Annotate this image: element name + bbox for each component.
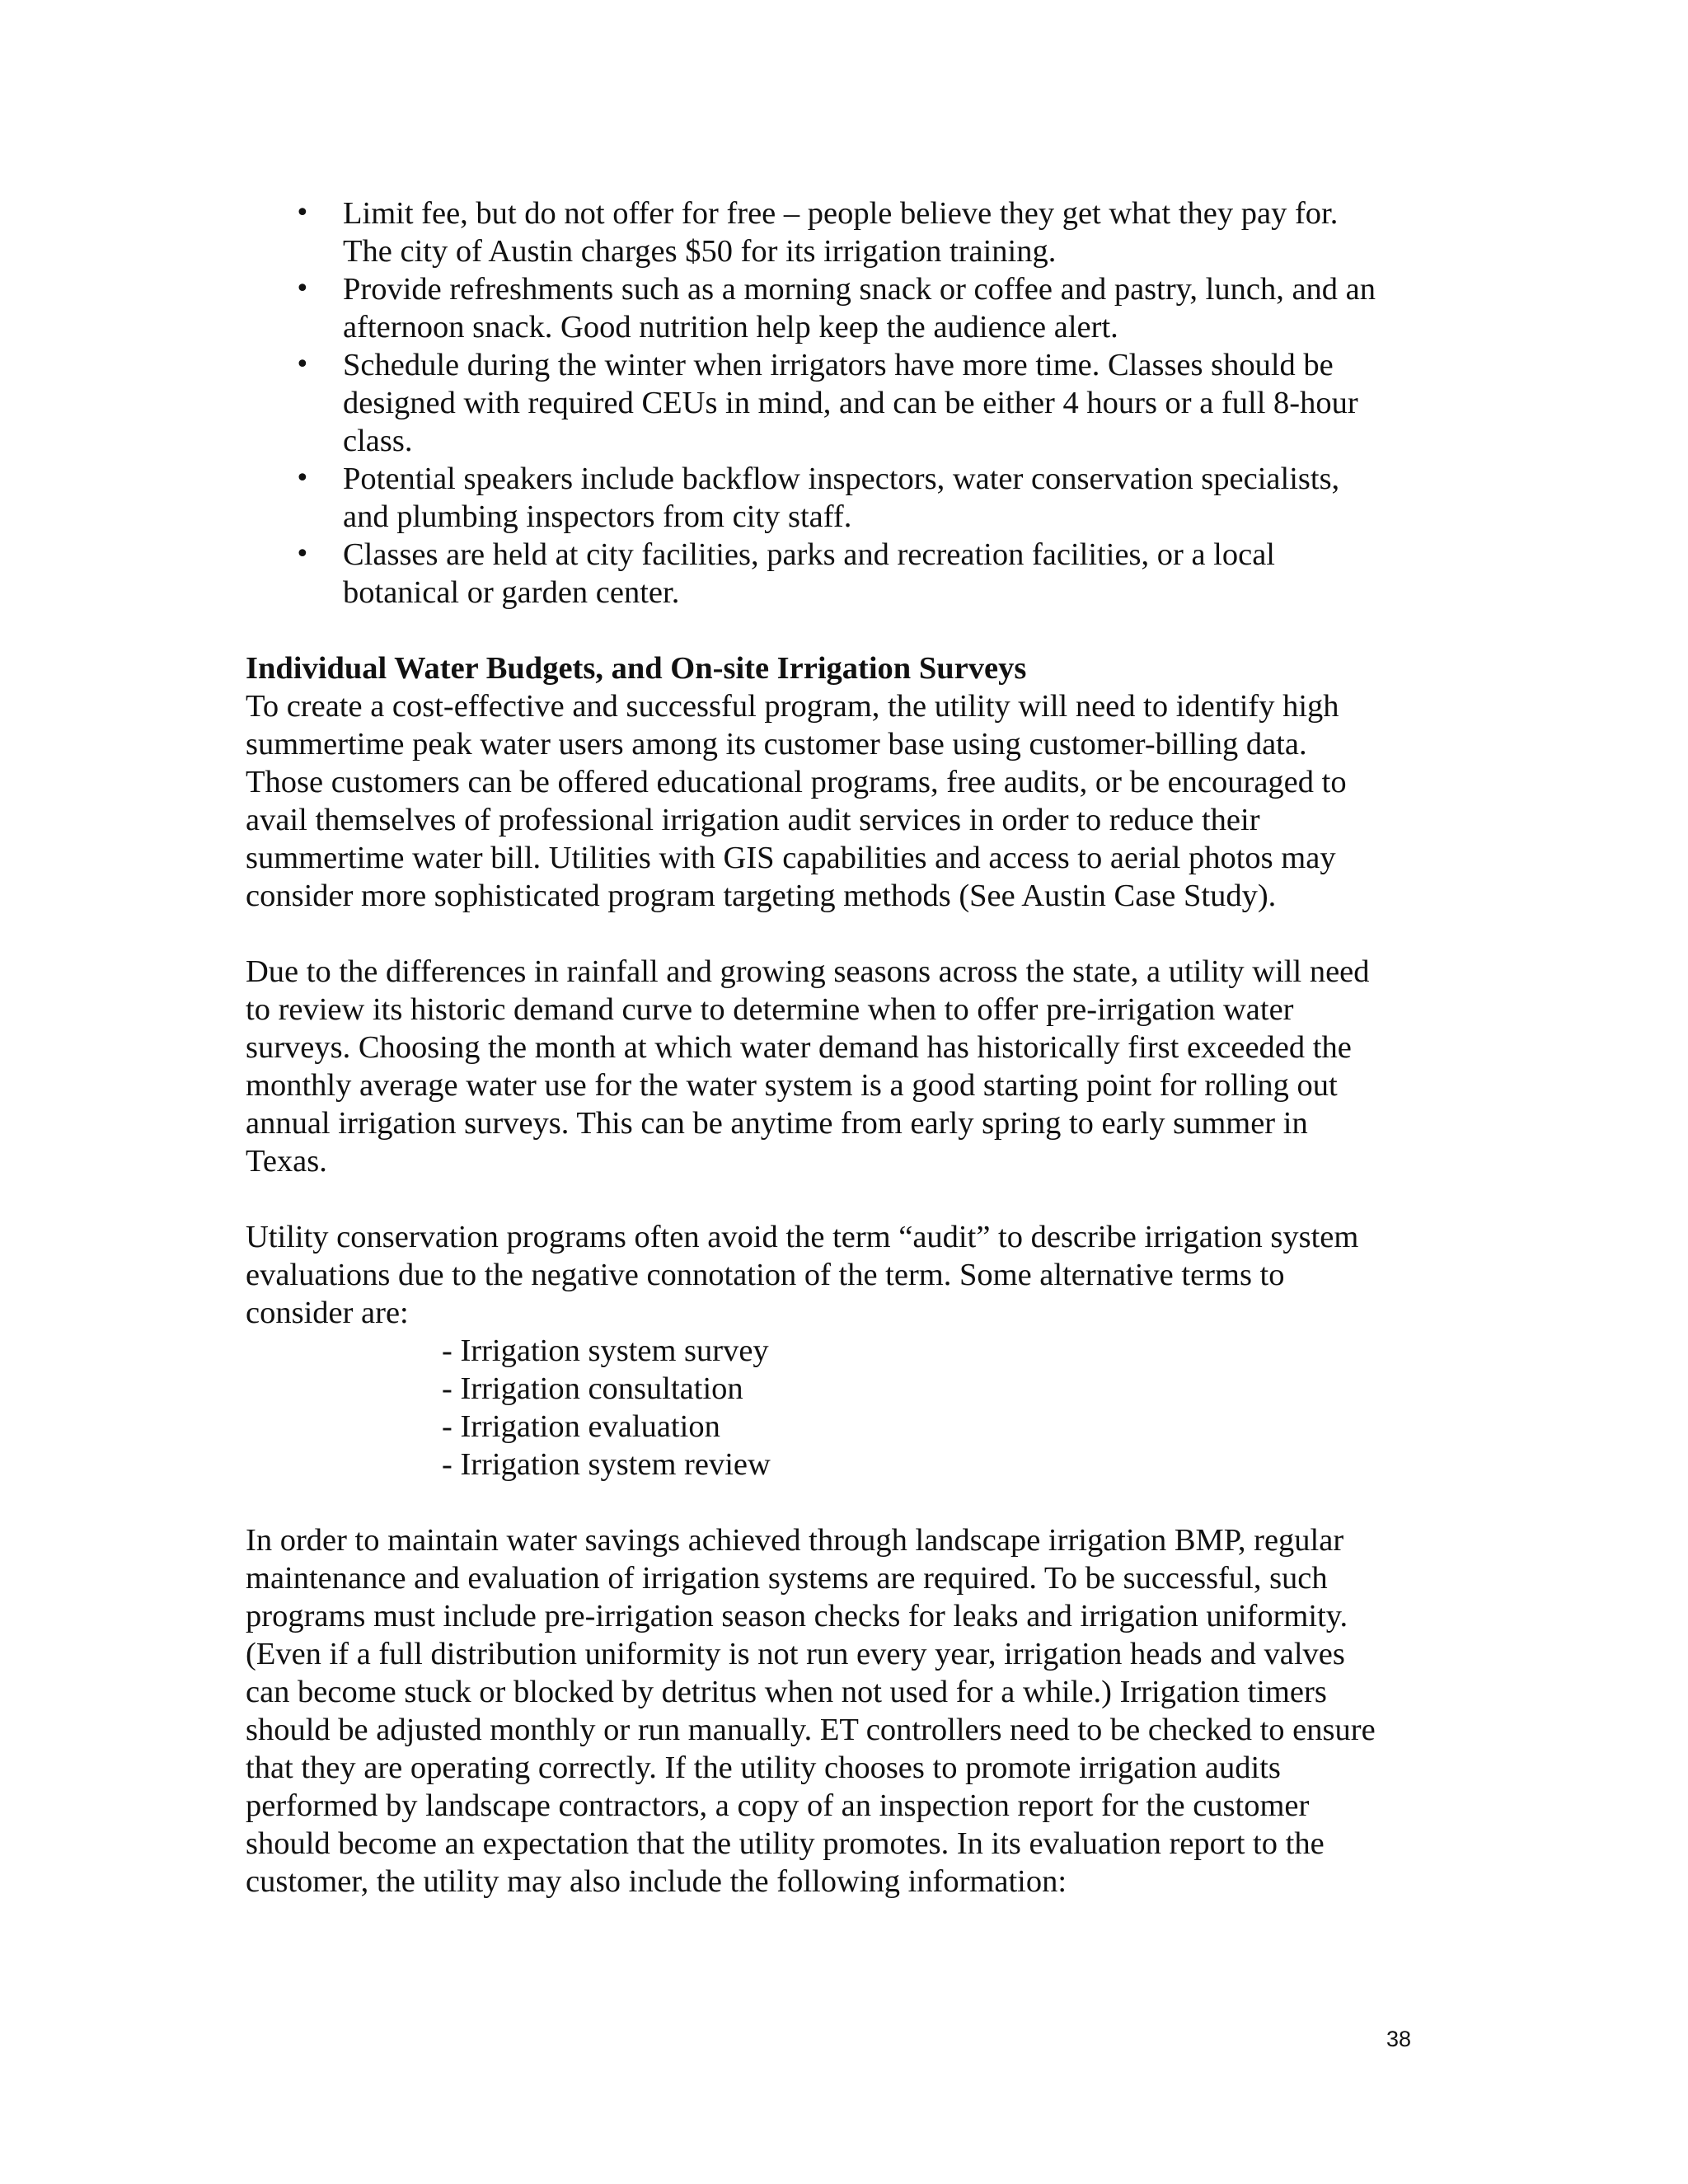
paragraph-maintenance [246, 1521, 1465, 1900]
paragraph-timing [246, 953, 1465, 1180]
list-item: - Irrigation system review [442, 1447, 771, 1482]
bullet-item [246, 536, 1465, 612]
paragraph-line: Those customers can be offered educational programs, free audits, or be encouraged to [246, 765, 1347, 799]
bullet-item [246, 194, 1465, 270]
bullet-glyph: • [295, 274, 310, 303]
paragraph-line: to review its historic demand curve to determine when to offer pre-irrigation water [246, 992, 1294, 1027]
workshop-tips-list [246, 194, 1465, 612]
paragraph-line: maintenance and evaluation of irrigation systems are required. To be successful, such [246, 1561, 1328, 1596]
paragraph-line: consider are: [246, 1296, 409, 1330]
bullet-line: Classes are held at city facilities, parks and recreation facilities, or a local [343, 537, 1275, 572]
paragraph-terminology [246, 1218, 1465, 1332]
list-item: - Irrigation evaluation [442, 1409, 720, 1444]
paragraph-line: annual irrigation surveys. This can be anytime from early spring to early summer in [246, 1106, 1308, 1141]
paragraph-line: can become stuck or blocked by detritus when not used for a while.) Irrigation timers [246, 1675, 1327, 1709]
bullet-line: Potential speakers include backflow inspectors, water conservation specialists, [343, 462, 1340, 496]
paragraph-spacer [246, 1483, 1465, 1521]
paragraph-line: that they are operating correctly. If the utility chooses to promote irrigation audits [246, 1750, 1281, 1785]
paragraph-line: avail themselves of professional irrigation audit services in order to reduce their [246, 803, 1260, 837]
page-content [246, 194, 1465, 1900]
paragraph-line: consider more sophisticated program targeting methods (See Austin Case Study). [246, 879, 1277, 913]
bullet-line: Schedule during the winter when irrigators have more time. Classes should be [343, 348, 1334, 382]
section-heading: Individual Water Budgets, and On-site Irrigation Surveys [246, 651, 1027, 686]
paragraph-line: monthly average water use for the water system is a good starting point for rolling out [246, 1068, 1338, 1103]
bullet-line: Limit fee, but do not offer for free – people believe they get what they pay for. [343, 196, 1339, 231]
bullet-line: afternoon snack. Good nutrition help keep the audience alert. [343, 310, 1118, 344]
paragraph-line: Due to the differences in rainfall and growing seasons across the state, a utility will need [246, 954, 1370, 989]
paragraph-line: programs must include pre-irrigation season checks for leaks and irrigation uniformity. [246, 1599, 1348, 1633]
bullet-item [246, 346, 1465, 460]
bullet-line: and plumbing inspectors from city staff. [343, 499, 852, 534]
paragraph-line: summertime water bill. Utilities with GIS capabilities and access to aerial photos may [246, 841, 1336, 875]
bullet-glyph: • [295, 199, 310, 227]
page-number: 38 [1386, 2027, 1412, 2051]
bullet-line: designed with required CEUs in mind, and can be either 4 hours or a full 8-hour [343, 386, 1358, 420]
bullet-glyph: • [295, 350, 310, 379]
paragraph-line: To create a cost-effective and successful program, the utility will need to identify high [246, 689, 1339, 724]
paragraph-line: Utility conservation programs often avoid the term “audit” to describe irrigation system [246, 1220, 1359, 1254]
bullet-line: Provide refreshments such as a morning snack or coffee and pastry, lunch, and an [343, 272, 1376, 307]
paragraph-line: In order to maintain water savings achieved through landscape irrigation BMP, regular [246, 1523, 1344, 1558]
alternative-terms-list [246, 1332, 1465, 1483]
paragraph-line: surveys. Choosing the month at which water demand has historically first exceeded the [246, 1030, 1352, 1065]
paragraph-line: (Even if a full distribution uniformity is not run every year, irrigation heads and valves [246, 1637, 1345, 1671]
paragraph-line: should be adjusted monthly or run manually. ET controllers need to be checked to ensure [246, 1713, 1376, 1747]
paragraph-line: customer, the utility may also include the following information: [246, 1864, 1067, 1899]
paragraph-line: Texas. [246, 1144, 327, 1179]
bullet-line: botanical or garden center. [343, 575, 680, 610]
paragraph-line: should become an expectation that the utility promotes. In its evaluation report to the [246, 1826, 1325, 1861]
bullet-glyph: • [295, 540, 310, 569]
paragraph-targeting [246, 687, 1465, 915]
bullet-line: class. [343, 424, 413, 458]
paragraph-line: performed by landscape contractors, a copy of an inspection report for the customer [246, 1788, 1310, 1823]
list-item: - Irrigation consultation [442, 1371, 743, 1406]
paragraph-line: summertime peak water users among its customer base using customer-billing data. [246, 727, 1307, 762]
paragraph-line: evaluations due to the negative connotation of the term. Some alternative terms to [246, 1258, 1285, 1292]
bullet-line: The city of Austin charges $50 for its irrigation training. [343, 234, 1057, 269]
bullet-glyph: • [295, 464, 310, 493]
bullet-item [246, 460, 1465, 536]
bullet-item [246, 270, 1465, 346]
paragraph-spacer [246, 915, 1465, 953]
paragraph-spacer [246, 1180, 1465, 1218]
list-item: - Irrigation system survey [442, 1333, 769, 1368]
